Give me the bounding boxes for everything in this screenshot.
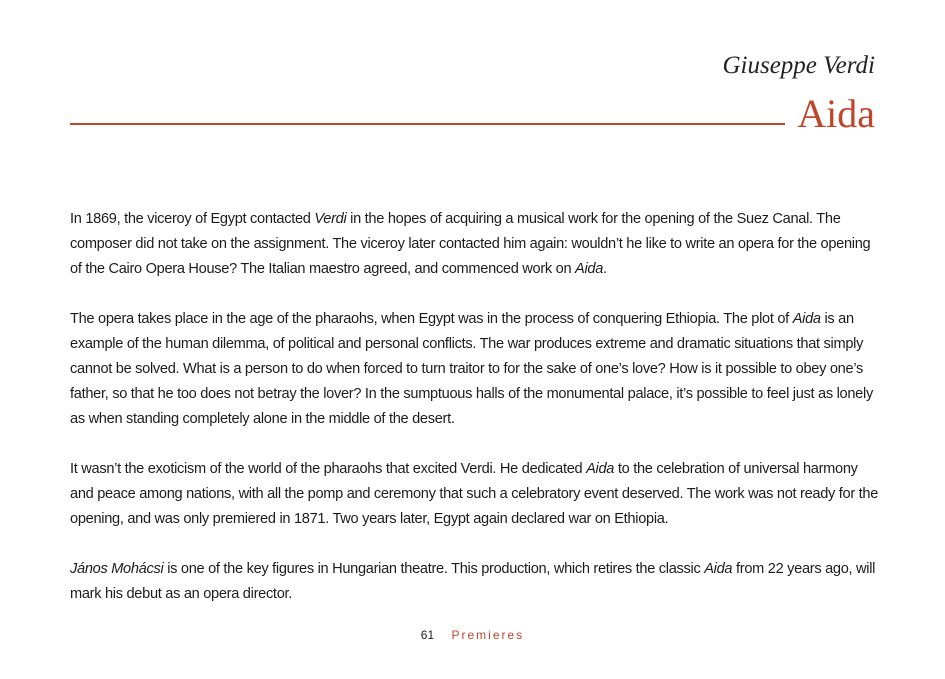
paragraph-3	[70, 457, 880, 532]
italic-run: Aida	[586, 461, 615, 477]
page-footer	[0, 627, 945, 643]
section-name: Premieres	[451, 628, 525, 642]
text-run: from 22 years ago, will mark his debut as an opera director.	[70, 561, 876, 602]
text-run: in the hopes of acquiring a musical work for the opening of the Suez Canal. The composer did not take on the assignment. The viceroy later contacted him again: wouldn’t he like to write an opera for the opening of the Cairo Opera House? The Italian maestro agreed, and commenced work on	[70, 211, 871, 277]
text-run: It wasn’t the exoticism of the world of the pharaohs that excited Verdi. He dedicated	[70, 461, 587, 477]
italic-run: Aida	[575, 261, 604, 277]
italic-run: Aida	[792, 311, 821, 327]
paragraph-2	[70, 307, 880, 432]
text-run: is an example of the human dilemma, of political and personal conflicts. The war produces extreme and dramatic situations that simply cannot be solved. What is a person to do when forced to turn traitor to for the sake of one’s love? How is it possible to obey one’s father, so that he too does not betray the lover? In the sumptuous halls of the monumental palace, it’s possible to feel just as lonely as when standing completely alone in the middle of the desert.	[70, 311, 873, 427]
italic-run: Aida	[704, 561, 733, 577]
page-number: 61	[420, 628, 435, 642]
italic-run: János Mohácsi	[70, 561, 164, 577]
paragraph-1	[70, 207, 880, 282]
title-rule	[70, 123, 785, 125]
text-run: is one of the key figures in Hungarian theatre. This production, which retires the classic	[163, 561, 705, 577]
text-run: to the celebration of universal harmony and peace among nations, with all the pomp and ceremony that such a celebratory event deserved. The work was not ready for the opening, and was only premiered in 1871. Two years later, Egypt again declared war on Ethiopia.	[70, 461, 879, 527]
article-body	[70, 207, 880, 607]
title-row	[70, 92, 875, 136]
text-run: .	[603, 261, 607, 277]
paragraph-4	[70, 557, 880, 607]
composer-name: Giuseppe Verdi	[722, 52, 875, 79]
opera-title: Aida	[797, 91, 875, 136]
italic-run: Verdi	[314, 211, 347, 227]
text-run: The opera takes place in the age of the pharaohs, when Egypt was in the process of conquering Ethiopia. The plot of	[70, 311, 793, 327]
text-run: In 1869, the viceroy of Egypt contacted	[70, 211, 315, 227]
